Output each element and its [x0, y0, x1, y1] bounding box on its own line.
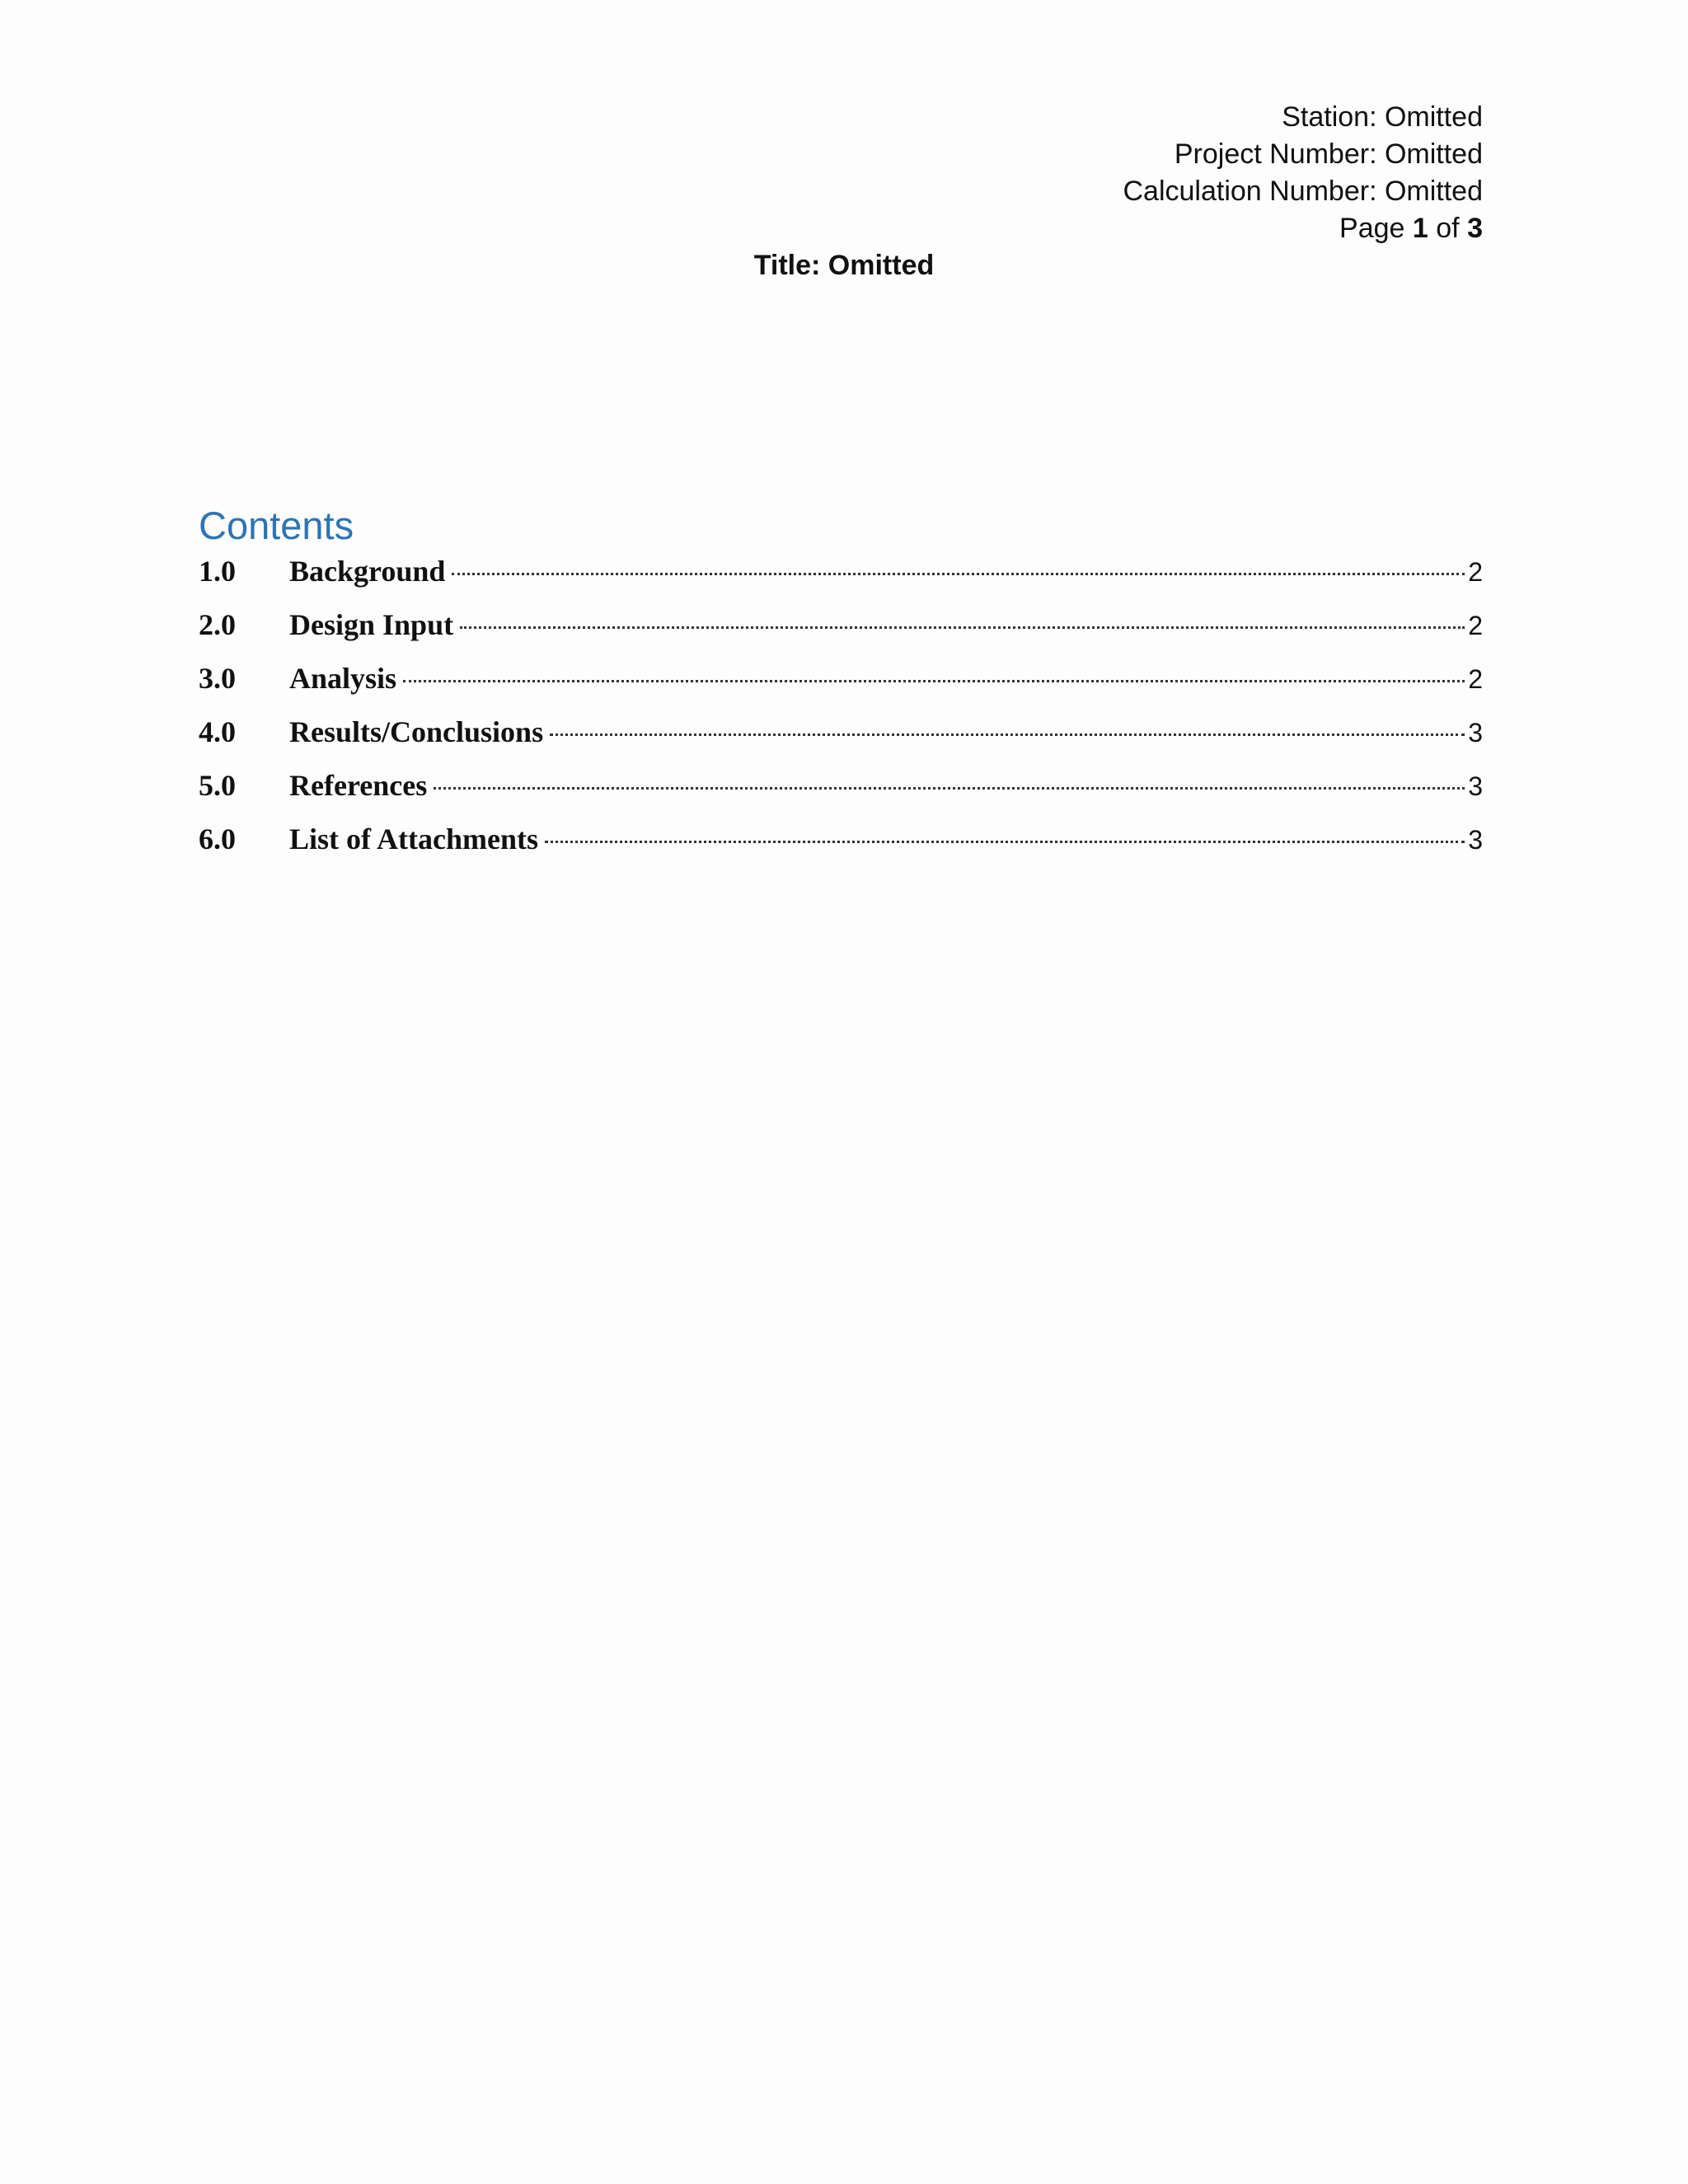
toc-dot-leader: [452, 573, 1465, 575]
toc-entry-number: 5.0: [199, 769, 236, 802]
toc-entry-number: 2.0: [199, 608, 236, 641]
toc-entry-number: 1.0: [199, 555, 236, 588]
page-of: of: [1428, 213, 1468, 244]
page-indicator: [1123, 210, 1483, 247]
toc-entry-list-of-attachments[interactable]: [199, 822, 1483, 875]
toc-entry-text: Background: [289, 555, 446, 588]
toc-dot-leader: [550, 733, 1465, 736]
document-header: [1123, 99, 1483, 247]
toc-dot-leader: [434, 787, 1465, 790]
toc-entry-results-conclusions[interactable]: [199, 715, 1483, 768]
toc-entry-page: 3: [1468, 771, 1483, 801]
toc-entry-number: 3.0: [199, 662, 236, 695]
toc-dot-leader: [403, 680, 1465, 682]
toc-entry-page: 3: [1468, 718, 1483, 748]
page-total: 3: [1467, 213, 1483, 244]
toc-entry-page: 3: [1468, 825, 1483, 855]
toc-entry-text: Analysis: [289, 662, 397, 695]
toc-entry-text: Results/Conclusions: [289, 715, 544, 748]
toc-dot-leader: [460, 626, 1465, 629]
document-title: Title: Omitted: [753, 250, 935, 281]
toc-entry-page: 2: [1468, 611, 1483, 640]
table-of-contents: [199, 501, 1483, 875]
calculation-number-label: Calculation Number: Omitted: [1123, 176, 1483, 207]
toc-entry-page: 2: [1468, 664, 1483, 694]
page-prefix: Page: [1339, 213, 1413, 244]
contents-heading: Contents: [199, 504, 354, 547]
station-label: Station: Omitted: [1282, 101, 1483, 133]
toc-entry-text: List of Attachments: [289, 823, 538, 855]
toc-entry-analysis[interactable]: [199, 661, 1483, 715]
project-number-label: Project Number: Omitted: [1174, 138, 1483, 170]
toc-entry-number: 4.0: [199, 715, 236, 748]
toc-entry-references[interactable]: [199, 768, 1483, 822]
toc-entry-design-input[interactable]: [199, 607, 1483, 661]
page-current: 1: [1412, 213, 1428, 244]
toc-entry-page: 2: [1468, 557, 1483, 587]
toc-entry-background[interactable]: [199, 554, 1483, 607]
toc-dot-leader: [545, 841, 1465, 843]
toc-entry-text: References: [289, 769, 428, 802]
toc-entry-number: 6.0: [199, 823, 236, 855]
toc-entry-text: Design Input: [289, 608, 454, 641]
